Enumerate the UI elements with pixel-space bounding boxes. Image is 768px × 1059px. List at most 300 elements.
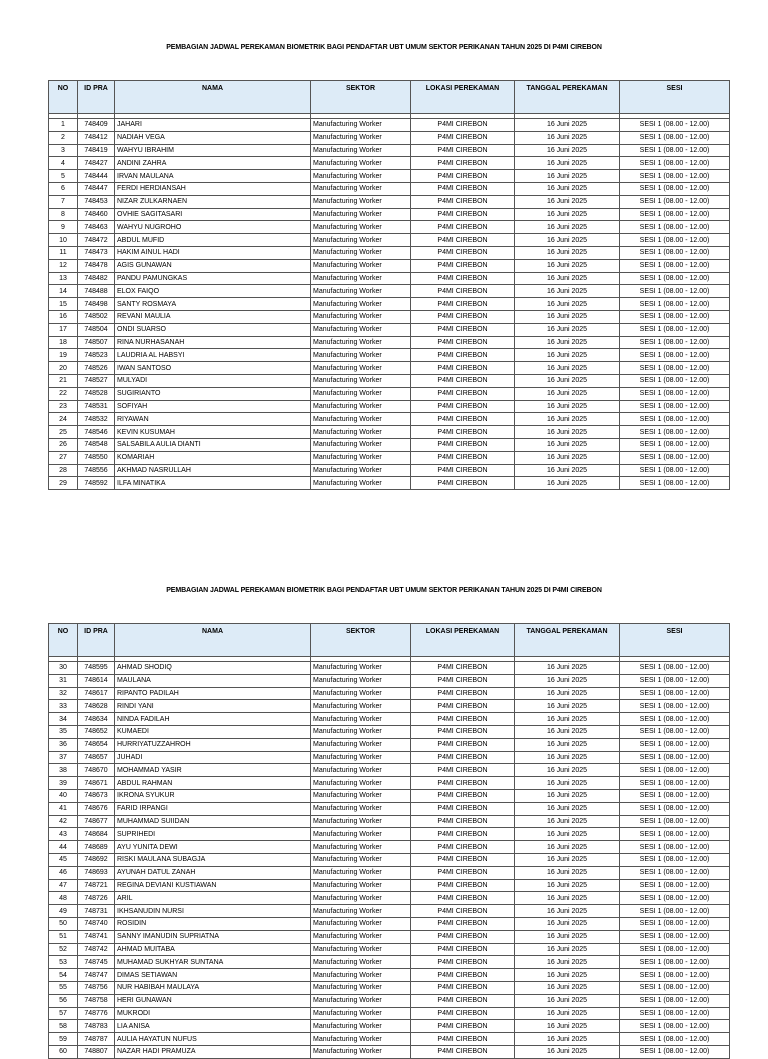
row-id-pra: 748531: [78, 400, 115, 413]
row-nama: DIMAS SETIAWAN: [115, 969, 311, 982]
row-nama: SUPRIHEDI: [115, 828, 311, 841]
table-row: [49, 208, 730, 221]
table-row: [49, 738, 730, 751]
row-id-pra: 748478: [78, 259, 115, 272]
row-tanggal: 16 Juni 2025: [515, 464, 620, 477]
row-lokasi: P4MI CIREBON: [411, 725, 515, 738]
row-nama: IKRONA SYUKUR: [115, 789, 311, 802]
row-nama: ARIL: [115, 892, 311, 905]
row-no: 23: [49, 400, 78, 413]
row-nama: MULYADI: [115, 374, 311, 387]
row-no: 49: [49, 905, 78, 918]
row-no: 29: [49, 477, 78, 490]
row-sesi: SESI 1 (08.00 - 12.00): [620, 195, 730, 208]
row-lokasi: P4MI CIREBON: [411, 170, 515, 183]
row-nama: REVANI MAULIA: [115, 310, 311, 323]
row-id-pra: 748742: [78, 943, 115, 956]
row-tanggal: 16 Juni 2025: [515, 905, 620, 918]
row-no: 42: [49, 815, 78, 828]
row-lokasi: P4MI CIREBON: [411, 905, 515, 918]
col-header-id-pra: ID PRA: [78, 81, 115, 114]
row-sektor: Manufacturing Worker: [311, 362, 411, 375]
row-nama: FERDI HERDIANSAH: [115, 182, 311, 195]
row-sektor: Manufacturing Worker: [311, 131, 411, 144]
row-tanggal: 16 Juni 2025: [515, 323, 620, 336]
row-id-pra: 748444: [78, 170, 115, 183]
row-id-pra: 748523: [78, 349, 115, 362]
row-id-pra: 748546: [78, 426, 115, 439]
row-sektor: Manufacturing Worker: [311, 866, 411, 879]
table-row: [49, 1007, 730, 1020]
row-no: 50: [49, 917, 78, 930]
row-nama: KUMAEDI: [115, 725, 311, 738]
row-tanggal: 16 Juni 2025: [515, 119, 620, 132]
row-lokasi: P4MI CIREBON: [411, 234, 515, 247]
row-sektor: Manufacturing Worker: [311, 310, 411, 323]
row-nama: SANTY ROSMAYA: [115, 298, 311, 311]
row-nama: LAUDRIA AL HABSYI: [115, 349, 311, 362]
row-id-pra: 748482: [78, 272, 115, 285]
table-row: [49, 687, 730, 700]
row-lokasi: P4MI CIREBON: [411, 1045, 515, 1058]
row-id-pra: 748692: [78, 853, 115, 866]
row-lokasi: P4MI CIREBON: [411, 815, 515, 828]
row-id-pra: 748498: [78, 298, 115, 311]
row-nama: HERI GUNAWAN: [115, 994, 311, 1007]
row-tanggal: 16 Juni 2025: [515, 362, 620, 375]
row-nama: ANDINI ZAHRA: [115, 157, 311, 170]
row-id-pra: 748776: [78, 1007, 115, 1020]
table-row: [49, 157, 730, 170]
row-no: 58: [49, 1020, 78, 1033]
table-row: [49, 879, 730, 892]
table-row: [49, 451, 730, 464]
row-tanggal: 16 Juni 2025: [515, 994, 620, 1007]
row-lokasi: P4MI CIREBON: [411, 713, 515, 726]
row-no: 55: [49, 981, 78, 994]
row-lokasi: P4MI CIREBON: [411, 751, 515, 764]
row-id-pra: 748726: [78, 892, 115, 905]
row-no: 45: [49, 853, 78, 866]
row-sektor: Manufacturing Worker: [311, 879, 411, 892]
table-row: [49, 841, 730, 854]
row-nama: HURRIYATUZZAHROH: [115, 738, 311, 751]
row-sektor: Manufacturing Worker: [311, 336, 411, 349]
row-lokasi: P4MI CIREBON: [411, 1020, 515, 1033]
row-tanggal: 16 Juni 2025: [515, 195, 620, 208]
row-tanggal: 16 Juni 2025: [515, 700, 620, 713]
row-lokasi: P4MI CIREBON: [411, 917, 515, 930]
row-sektor: Manufacturing Worker: [311, 259, 411, 272]
row-lokasi: P4MI CIREBON: [411, 374, 515, 387]
row-nama: OVHIE SAGITASARI: [115, 208, 311, 221]
row-lokasi: P4MI CIREBON: [411, 426, 515, 439]
row-id-pra: 748488: [78, 285, 115, 298]
row-id-pra: 748556: [78, 464, 115, 477]
col-header-no: NO: [49, 624, 78, 657]
table-row: [49, 866, 730, 879]
row-lokasi: P4MI CIREBON: [411, 157, 515, 170]
row-lokasi: P4MI CIREBON: [411, 400, 515, 413]
row-sektor: Manufacturing Worker: [311, 1020, 411, 1033]
row-no: 60: [49, 1045, 78, 1058]
row-lokasi: P4MI CIREBON: [411, 272, 515, 285]
table-row: [49, 182, 730, 195]
row-tanggal: 16 Juni 2025: [515, 956, 620, 969]
col-header-tanggal: TANGGAL PEREKAMAN: [515, 81, 620, 114]
row-sesi: SESI 1 (08.00 - 12.00): [620, 674, 730, 687]
row-nama: WAHYU IBRAHIM: [115, 144, 311, 157]
row-sesi: SESI 1 (08.00 - 12.00): [620, 879, 730, 892]
row-no: 43: [49, 828, 78, 841]
row-lokasi: P4MI CIREBON: [411, 789, 515, 802]
row-id-pra: 748427: [78, 157, 115, 170]
row-lokasi: P4MI CIREBON: [411, 930, 515, 943]
row-nama: AKHMAD NASRULLAH: [115, 464, 311, 477]
row-lokasi: P4MI CIREBON: [411, 892, 515, 905]
row-id-pra: 748453: [78, 195, 115, 208]
row-id-pra: 748689: [78, 841, 115, 854]
row-sektor: Manufacturing Worker: [311, 1045, 411, 1058]
row-lokasi: P4MI CIREBON: [411, 131, 515, 144]
row-id-pra: 748677: [78, 815, 115, 828]
table-row: [49, 310, 730, 323]
row-id-pra: 748472: [78, 234, 115, 247]
row-sesi: SESI 1 (08.00 - 12.00): [620, 764, 730, 777]
row-sektor: Manufacturing Worker: [311, 272, 411, 285]
table-row: [49, 764, 730, 777]
row-nama: AYUNAH DATUL ZANAH: [115, 866, 311, 879]
row-no: 48: [49, 892, 78, 905]
row-tanggal: 16 Juni 2025: [515, 892, 620, 905]
row-no: 2: [49, 131, 78, 144]
row-sesi: SESI 1 (08.00 - 12.00): [620, 400, 730, 413]
row-tanggal: 16 Juni 2025: [515, 374, 620, 387]
row-no: 14: [49, 285, 78, 298]
row-nama: IWAN SANTOSO: [115, 362, 311, 375]
row-sesi: SESI 1 (08.00 - 12.00): [620, 208, 730, 221]
row-no: 47: [49, 879, 78, 892]
row-sesi: SESI 1 (08.00 - 12.00): [620, 387, 730, 400]
row-sektor: Manufacturing Worker: [311, 892, 411, 905]
row-id-pra: 748787: [78, 1033, 115, 1046]
row-nama: REGINA DEVIANI KUSTIAWAN: [115, 879, 311, 892]
row-tanggal: 16 Juni 2025: [515, 981, 620, 994]
row-nama: SANNY IMANUDIN SUPRIATNA: [115, 930, 311, 943]
row-nama: JAHARI: [115, 119, 311, 132]
row-sektor: Manufacturing Worker: [311, 246, 411, 259]
row-nama: RINDI YANI: [115, 700, 311, 713]
row-no: 9: [49, 221, 78, 234]
row-tanggal: 16 Juni 2025: [515, 917, 620, 930]
row-no: 12: [49, 259, 78, 272]
row-lokasi: P4MI CIREBON: [411, 144, 515, 157]
table-row: [49, 374, 730, 387]
row-lokasi: P4MI CIREBON: [411, 298, 515, 311]
row-nama: ELOX FAIQO: [115, 285, 311, 298]
row-lokasi: P4MI CIREBON: [411, 413, 515, 426]
row-sektor: Manufacturing Worker: [311, 438, 411, 451]
row-sesi: SESI 1 (08.00 - 12.00): [620, 930, 730, 943]
row-sektor: Manufacturing Worker: [311, 738, 411, 751]
row-lokasi: P4MI CIREBON: [411, 119, 515, 132]
row-id-pra: 748548: [78, 438, 115, 451]
row-tanggal: 16 Juni 2025: [515, 157, 620, 170]
row-sesi: SESI 1 (08.00 - 12.00): [620, 144, 730, 157]
col-header-lokasi: LOKASI PEREKAMAN: [411, 81, 515, 114]
row-id-pra: 748740: [78, 917, 115, 930]
row-tanggal: 16 Juni 2025: [515, 426, 620, 439]
row-id-pra: 748747: [78, 969, 115, 982]
row-nama: KOMARIAH: [115, 451, 311, 464]
row-sesi: SESI 1 (08.00 - 12.00): [620, 725, 730, 738]
row-sektor: Manufacturing Worker: [311, 713, 411, 726]
row-sektor: Manufacturing Worker: [311, 195, 411, 208]
row-lokasi: P4MI CIREBON: [411, 866, 515, 879]
row-tanggal: 16 Juni 2025: [515, 336, 620, 349]
row-sesi: SESI 1 (08.00 - 12.00): [620, 182, 730, 195]
row-id-pra: 748473: [78, 246, 115, 259]
row-sektor: Manufacturing Worker: [311, 451, 411, 464]
row-nama: ROSIDIN: [115, 917, 311, 930]
row-sesi: SESI 1 (08.00 - 12.00): [620, 259, 730, 272]
row-id-pra: 748527: [78, 374, 115, 387]
row-sesi: SESI 1 (08.00 - 12.00): [620, 310, 730, 323]
row-tanggal: 16 Juni 2025: [515, 310, 620, 323]
row-sesi: SESI 1 (08.00 - 12.00): [620, 828, 730, 841]
row-no: 53: [49, 956, 78, 969]
table-row: [49, 662, 730, 675]
row-no: 46: [49, 866, 78, 879]
row-lokasi: P4MI CIREBON: [411, 956, 515, 969]
row-nama: NAZAR HADI PRAMUZA: [115, 1045, 311, 1058]
row-no: 11: [49, 246, 78, 259]
row-id-pra: 748657: [78, 751, 115, 764]
row-sektor: Manufacturing Worker: [311, 917, 411, 930]
table-row: [49, 413, 730, 426]
row-sektor: Manufacturing Worker: [311, 687, 411, 700]
row-sektor: Manufacturing Worker: [311, 221, 411, 234]
row-nama: RIYAWAN: [115, 413, 311, 426]
row-sektor: Manufacturing Worker: [311, 956, 411, 969]
row-sektor: Manufacturing Worker: [311, 400, 411, 413]
table-row: [49, 323, 730, 336]
row-sektor: Manufacturing Worker: [311, 905, 411, 918]
row-lokasi: P4MI CIREBON: [411, 662, 515, 675]
table-row: [49, 892, 730, 905]
row-tanggal: 16 Juni 2025: [515, 182, 620, 195]
row-id-pra: 748507: [78, 336, 115, 349]
row-sektor: Manufacturing Worker: [311, 144, 411, 157]
row-tanggal: 16 Juni 2025: [515, 879, 620, 892]
row-sesi: SESI 1 (08.00 - 12.00): [620, 1033, 730, 1046]
row-id-pra: 748684: [78, 828, 115, 841]
row-tanggal: 16 Juni 2025: [515, 298, 620, 311]
row-lokasi: P4MI CIREBON: [411, 994, 515, 1007]
row-sesi: SESI 1 (08.00 - 12.00): [620, 413, 730, 426]
table-row: [49, 119, 730, 132]
table-row: [49, 1033, 730, 1046]
row-no: 57: [49, 1007, 78, 1020]
col-header-sektor: SEKTOR: [311, 81, 411, 114]
table-row: [49, 131, 730, 144]
row-nama: IRVAN MAULANA: [115, 170, 311, 183]
row-id-pra: 748628: [78, 700, 115, 713]
row-sektor: Manufacturing Worker: [311, 674, 411, 687]
row-tanggal: 16 Juni 2025: [515, 687, 620, 700]
row-lokasi: P4MI CIREBON: [411, 1007, 515, 1020]
row-nama: SALSABILA AULIA DIANTI: [115, 438, 311, 451]
row-id-pra: 748741: [78, 930, 115, 943]
row-lokasi: P4MI CIREBON: [411, 841, 515, 854]
col-header-nama: NAMA: [115, 81, 311, 114]
row-lokasi: P4MI CIREBON: [411, 943, 515, 956]
row-sesi: SESI 1 (08.00 - 12.00): [620, 751, 730, 764]
row-sektor: Manufacturing Worker: [311, 182, 411, 195]
row-tanggal: 16 Juni 2025: [515, 259, 620, 272]
row-sesi: SESI 1 (08.00 - 12.00): [620, 841, 730, 854]
row-id-pra: 748745: [78, 956, 115, 969]
page-title-1: PEMBAGIAN JADWAL PEREKAMAN BIOMETRIK BAGI PENDAFTAR UBT UMUM SEKTOR PERIKANAN TAHUN 2025 DI P4MI CIREBON: [166, 44, 602, 51]
row-id-pra: 748419: [78, 144, 115, 157]
row-nama: AYU YUNITA DEWI: [115, 841, 311, 854]
row-nama: WAHYU NUGROHO: [115, 221, 311, 234]
row-tanggal: 16 Juni 2025: [515, 221, 620, 234]
row-id-pra: 748676: [78, 802, 115, 815]
row-sektor: Manufacturing Worker: [311, 349, 411, 362]
row-lokasi: P4MI CIREBON: [411, 738, 515, 751]
row-no: 21: [49, 374, 78, 387]
col-header-no: NO: [49, 81, 78, 114]
table-row: [49, 777, 730, 790]
row-sektor: Manufacturing Worker: [311, 981, 411, 994]
row-lokasi: P4MI CIREBON: [411, 879, 515, 892]
row-tanggal: 16 Juni 2025: [515, 713, 620, 726]
row-sesi: SESI 1 (08.00 - 12.00): [620, 272, 730, 285]
row-sesi: SESI 1 (08.00 - 12.00): [620, 298, 730, 311]
row-id-pra: 748463: [78, 221, 115, 234]
row-id-pra: 748595: [78, 662, 115, 675]
row-no: 6: [49, 182, 78, 195]
row-nama: NINDA FADILAH: [115, 713, 311, 726]
row-sektor: Manufacturing Worker: [311, 969, 411, 982]
row-nama: MUHAMMAD SUIIDAN: [115, 815, 311, 828]
row-nama: MOHAMMAD YASIR: [115, 764, 311, 777]
row-no: 33: [49, 700, 78, 713]
row-sektor: Manufacturing Worker: [311, 789, 411, 802]
row-id-pra: 748460: [78, 208, 115, 221]
row-sesi: SESI 1 (08.00 - 12.00): [620, 969, 730, 982]
row-no: 5: [49, 170, 78, 183]
row-no: 31: [49, 674, 78, 687]
row-sesi: SESI 1 (08.00 - 12.00): [620, 119, 730, 132]
row-sektor: Manufacturing Worker: [311, 285, 411, 298]
row-sesi: SESI 1 (08.00 - 12.00): [620, 917, 730, 930]
row-nama: ONDI SUARSO: [115, 323, 311, 336]
row-sesi: SESI 1 (08.00 - 12.00): [620, 943, 730, 956]
row-nama: HAKIM AINUL HADI: [115, 246, 311, 259]
row-nama: RINA NURHASANAH: [115, 336, 311, 349]
row-sesi: SESI 1 (08.00 - 12.00): [620, 477, 730, 490]
schedule-table-1: [48, 80, 730, 490]
row-tanggal: 16 Juni 2025: [515, 751, 620, 764]
row-lokasi: P4MI CIREBON: [411, 477, 515, 490]
table-row: [49, 1020, 730, 1033]
row-lokasi: P4MI CIREBON: [411, 764, 515, 777]
row-sektor: Manufacturing Worker: [311, 777, 411, 790]
table-row: [49, 994, 730, 1007]
row-tanggal: 16 Juni 2025: [515, 477, 620, 490]
table-row: [49, 477, 730, 490]
row-id-pra: 748532: [78, 413, 115, 426]
row-nama: SUGIRIANTO: [115, 387, 311, 400]
row-id-pra: 748670: [78, 764, 115, 777]
row-no: 16: [49, 310, 78, 323]
row-sesi: SESI 1 (08.00 - 12.00): [620, 662, 730, 675]
row-no: 19: [49, 349, 78, 362]
row-sektor: Manufacturing Worker: [311, 751, 411, 764]
row-sektor: Manufacturing Worker: [311, 170, 411, 183]
row-nama: NIZAR ZULKARNAEN: [115, 195, 311, 208]
row-sesi: SESI 1 (08.00 - 12.00): [620, 981, 730, 994]
row-nama: SOFIYAH: [115, 400, 311, 413]
row-no: 18: [49, 336, 78, 349]
row-sesi: SESI 1 (08.00 - 12.00): [620, 323, 730, 336]
row-id-pra: 748447: [78, 182, 115, 195]
table-row: [49, 828, 730, 841]
row-sesi: SESI 1 (08.00 - 12.00): [620, 789, 730, 802]
col-header-id-pra: ID PRA: [78, 624, 115, 657]
row-sesi: SESI 1 (08.00 - 12.00): [620, 815, 730, 828]
row-no: 32: [49, 687, 78, 700]
row-sektor: Manufacturing Worker: [311, 1007, 411, 1020]
row-sektor: Manufacturing Worker: [311, 413, 411, 426]
row-tanggal: 16 Juni 2025: [515, 451, 620, 464]
row-id-pra: 748721: [78, 879, 115, 892]
row-no: 41: [49, 802, 78, 815]
table-row: [49, 674, 730, 687]
row-no: 24: [49, 413, 78, 426]
row-id-pra: 748654: [78, 738, 115, 751]
col-header-sesi: SESI: [620, 81, 730, 114]
row-no: 10: [49, 234, 78, 247]
table-row: [49, 285, 730, 298]
row-sektor: Manufacturing Worker: [311, 802, 411, 815]
row-no: 22: [49, 387, 78, 400]
row-no: 59: [49, 1033, 78, 1046]
row-no: 34: [49, 713, 78, 726]
row-sesi: SESI 1 (08.00 - 12.00): [620, 157, 730, 170]
row-sesi: SESI 1 (08.00 - 12.00): [620, 234, 730, 247]
row-sektor: Manufacturing Worker: [311, 815, 411, 828]
row-id-pra: 748756: [78, 981, 115, 994]
row-nama: IKHSANUDIN NURSI: [115, 905, 311, 918]
row-sektor: Manufacturing Worker: [311, 298, 411, 311]
row-sektor: Manufacturing Worker: [311, 930, 411, 943]
row-tanggal: 16 Juni 2025: [515, 943, 620, 956]
schedule-table-2: [48, 623, 730, 1059]
row-no: 56: [49, 994, 78, 1007]
row-tanggal: 16 Juni 2025: [515, 285, 620, 298]
row-lokasi: P4MI CIREBON: [411, 387, 515, 400]
row-nama: ILFA MINATIKA: [115, 477, 311, 490]
table-row: [49, 1045, 730, 1058]
row-nama: LIA ANISA: [115, 1020, 311, 1033]
row-tanggal: 16 Juni 2025: [515, 349, 620, 362]
row-id-pra: 748731: [78, 905, 115, 918]
row-tanggal: 16 Juni 2025: [515, 777, 620, 790]
row-sesi: SESI 1 (08.00 - 12.00): [620, 362, 730, 375]
